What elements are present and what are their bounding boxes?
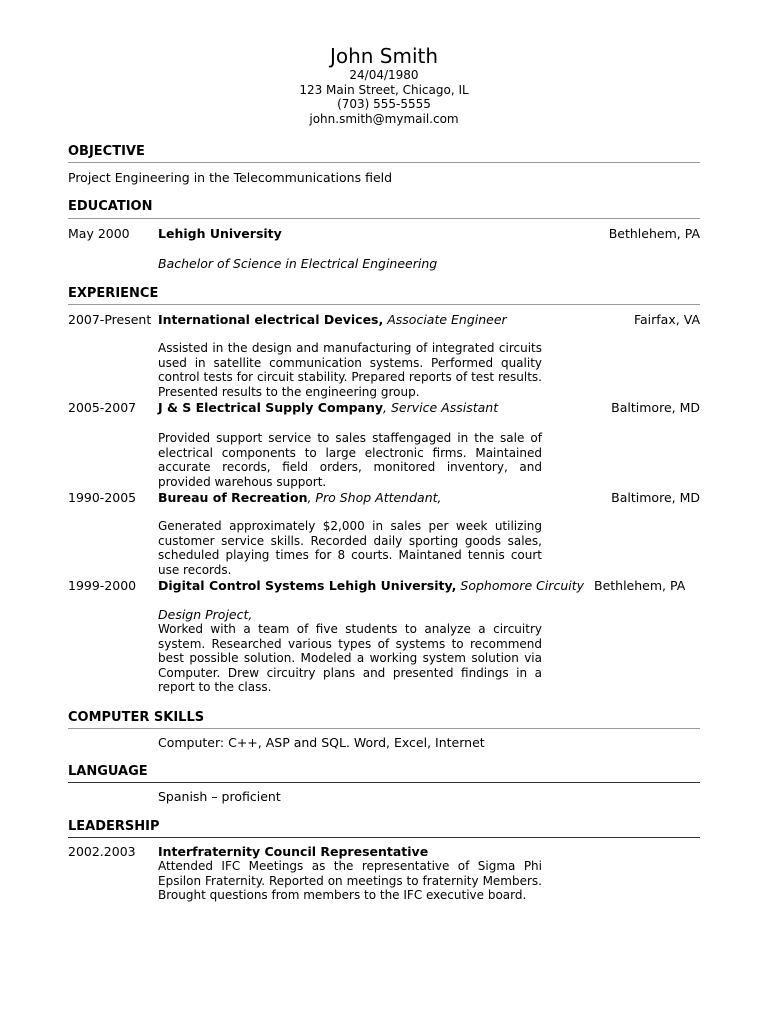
job-title-line bbox=[158, 578, 584, 593]
job-dates: 2007-Present bbox=[68, 312, 152, 327]
objective-text: Project Engineering in the Telecommunications field bbox=[68, 170, 393, 185]
job-description: Assisted in the design and manufacturing of integrated circuits used in satellite communication systems. Performed quality control tests for circuit stability. Prepared reports of test results. Presented results to the engineering group. bbox=[158, 341, 542, 399]
job-role: Associate Engineer bbox=[387, 312, 507, 327]
section-heading-language: LANGUAGE bbox=[68, 764, 148, 779]
section-divider bbox=[68, 162, 700, 163]
section-divider bbox=[68, 218, 700, 219]
job-role: Sophomore Circuity bbox=[460, 578, 585, 593]
section-heading-experience: EXPERIENCE bbox=[68, 286, 159, 301]
job-dates: 1999-2000 bbox=[68, 578, 137, 593]
section-heading-objective: OBJECTIVE bbox=[68, 144, 145, 159]
education-degree: Bachelor of Science in Electrical Engineering bbox=[158, 256, 438, 271]
phone: (703) 555-5555 bbox=[337, 97, 431, 111]
leadership-title: Interfraternity Council Representative bbox=[158, 844, 429, 859]
job-description: Worked with a team of five students to analyze a circuitry system. Researched various types of systems to recommend best possible solution. Modeled a working system solution via Computer. Drew circuitry plans and presented findings in a report to the class. bbox=[158, 622, 542, 695]
section-divider bbox=[68, 728, 700, 729]
job-description: Generated approximately $2,000 in sales per week utilizing customer service skills. Recorded daily sporting goods sales, scheduled playing times for 8 courts. Maintaned tennis court use records. bbox=[158, 519, 542, 577]
section-divider bbox=[68, 837, 700, 838]
section-divider bbox=[68, 782, 700, 783]
job-company: Digital Control Systems Lehigh University, bbox=[158, 578, 457, 593]
resume-name: John Smith bbox=[329, 44, 439, 68]
job-title-line bbox=[158, 400, 498, 415]
job-description: Provided support service to sales staffengaged in the sale of electrical components to large electronic firms. Maintained accurate records, field orders, monitored inventory, and provided warehous support. bbox=[158, 431, 542, 489]
job-location: Baltimore, MD bbox=[611, 490, 700, 505]
job-location: Baltimore, MD bbox=[611, 400, 700, 415]
job-company: J & S Electrical Supply Company bbox=[158, 400, 384, 415]
email: john.smith@mymail.com bbox=[309, 112, 459, 126]
section-heading-education: EDUCATION bbox=[68, 199, 153, 214]
section-heading-leadership: LEADERSHIP bbox=[68, 819, 160, 834]
language-text: Spanish – proficient bbox=[158, 789, 281, 804]
job-role: , Pro Shop Attendant, bbox=[307, 490, 442, 505]
leadership-description: Attended IFC Meetings as the representative of Sigma Phi Epsilon Fraternity. Reported on meetings to fraternity Members. Brought questions from members to the IFC executive board. bbox=[158, 859, 542, 903]
job-dates: 1990-2005 bbox=[68, 490, 137, 505]
skills-text: Computer: C++, ASP and SQL. Word, Excel, Internet bbox=[158, 735, 485, 750]
job-role: , Service Assistant bbox=[383, 400, 499, 415]
section-divider bbox=[68, 304, 700, 305]
job-dates: 2005-2007 bbox=[68, 400, 137, 415]
job-title-line bbox=[158, 312, 507, 327]
education-location: Bethlehem, PA bbox=[608, 226, 700, 241]
leadership-dates: 2002.2003 bbox=[68, 844, 136, 859]
job-location: Fairfax, VA bbox=[633, 312, 700, 327]
section-heading-computer-skills: COMPUTER SKILLS bbox=[68, 710, 205, 725]
job-company: International electrical Devices, bbox=[158, 312, 384, 327]
job-company: Bureau of Recreation bbox=[158, 490, 308, 505]
education-school: Lehigh University bbox=[158, 226, 282, 241]
job-title-line bbox=[158, 490, 442, 505]
education-date: May 2000 bbox=[68, 226, 130, 241]
job-subtitle: Design Project, bbox=[158, 607, 253, 622]
address: 123 Main Street, Chicago, IL bbox=[299, 83, 469, 97]
job-location: Bethlehem, PA bbox=[594, 578, 686, 593]
date-of-birth: 24/04/1980 bbox=[349, 68, 419, 82]
